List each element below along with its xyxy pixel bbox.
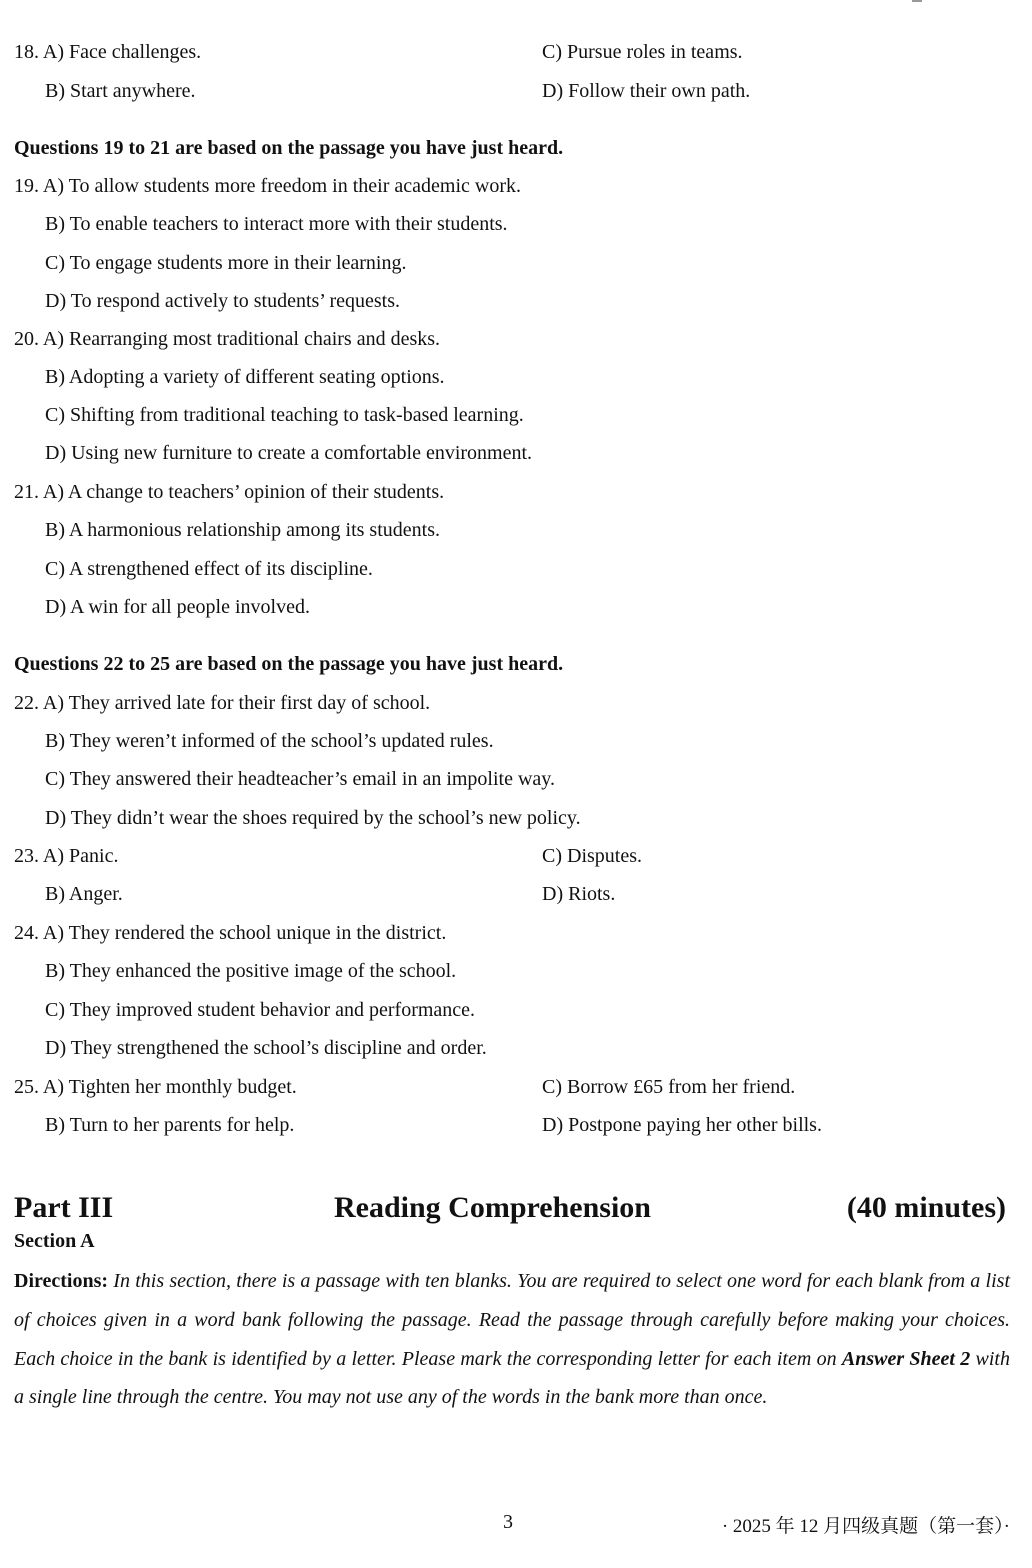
question-24 [14,921,446,945]
option-b: B) They weren’t informed of the school’s updated rules. [45,730,494,752]
part-heading [14,1190,1006,1226]
option-d: D) Riots. [542,883,616,905]
option-b: B) Start anywhere. [45,80,196,102]
option-b: B) Turn to her parents for help. [45,1114,295,1136]
option-d: D) Follow their own path. [542,80,751,102]
option-c: C) Disputes. [542,845,642,867]
question-number: 18. [14,41,39,63]
option-c: C) They answered their headteacher’s email in an impolite way. [45,768,555,790]
directions-text-2: with a single line through the centre. You may not use any of the words in the bank more than once. [14,1347,1010,1409]
option-d: D) Postpone paying her other bills. [542,1114,822,1136]
directions-paragraph [14,1262,1010,1417]
question-number: 23. [14,845,39,867]
option-b: B) To enable teachers to interact more with their students. [45,213,508,235]
section-label: Section A [14,1230,95,1252]
option-b: B) Anger. [45,883,123,905]
answer-sheet-ref: Answer Sheet 2 [841,1347,971,1370]
option-c: C) To engage students more in their learning. [45,252,407,274]
option-a: A) They arrived late for their first day of school. [42,692,431,714]
option-a: A) Tighten her monthly budget. [42,1076,297,1098]
section-heading-22-25: Questions 22 to 25 are based on the passage you have just heard. [14,653,564,675]
option-d: D) They didn’t wear the shoes required by the school’s new policy. [45,807,581,829]
option-c: C) Shifting from traditional teaching to task-based learning. [45,404,524,426]
option-d: D) To respond actively to students’ requests. [45,290,401,312]
scan-mark [912,0,922,2]
option-d: D) Using new furniture to create a comfortable environment. [45,442,533,464]
option-c: C) Pursue roles in teams. [542,41,743,63]
question-20 [14,327,440,351]
directions-label: Directions: [14,1270,109,1292]
option-b: B) They enhanced the positive image of the school. [45,960,457,982]
question-21 [14,480,444,504]
option-b: B) Adopting a variety of different seating options. [45,366,445,388]
option-d: D) A win for all people involved. [45,596,310,618]
part-time: (40 minutes) [846,1191,1006,1224]
question-number: 24. [14,922,39,944]
option-a: A) Face challenges. [42,41,202,63]
option-a: A) They rendered the school unique in the district. [42,922,447,944]
question-number: 22. [14,692,39,714]
page-number: 3 [503,1511,513,1533]
question-23 [14,844,118,868]
option-a: A) Panic. [42,845,119,867]
part-label: Part III [14,1191,114,1224]
question-22 [14,691,430,715]
option-c: C) Borrow £65 from her friend. [542,1076,796,1098]
option-c: C) They improved student behavior and performance. [45,999,476,1021]
option-a: A) A change to teachers’ opinion of their students. [42,481,445,503]
option-c: C) A strengthened effect of its discipline. [45,558,373,580]
option-a: A) To allow students more freedom in their academic work. [42,175,521,197]
question-19 [14,174,521,198]
exam-source: · 2025 年 12 月四级真题（第一套）· [721,1516,1010,1537]
question-25 [14,1075,297,1099]
option-b: B) A harmonious relationship among its students. [45,519,440,541]
question-number: 21. [14,481,39,503]
directions-text-1: In this section, there is a passage with ten blanks. You are required to select one word for each blank from a list of choices given in a word bank following the passage. Read the passage through carefully before making your choices. Each choice in the bank is identified by a letter. Please mark the corresponding letter for each item on [14,1270,1010,1370]
part-title: Reading Comprehension [334,1191,651,1224]
question-number: 19. [14,175,39,197]
question-18 [14,40,201,64]
question-number: 25. [14,1076,39,1098]
option-d: D) They strengthened the school’s discipline and order. [45,1037,487,1059]
question-number: 20. [14,328,39,350]
section-heading-19-21: Questions 19 to 21 are based on the passage you have just heard. [14,137,564,159]
option-a: A) Rearranging most traditional chairs and desks. [42,328,441,350]
